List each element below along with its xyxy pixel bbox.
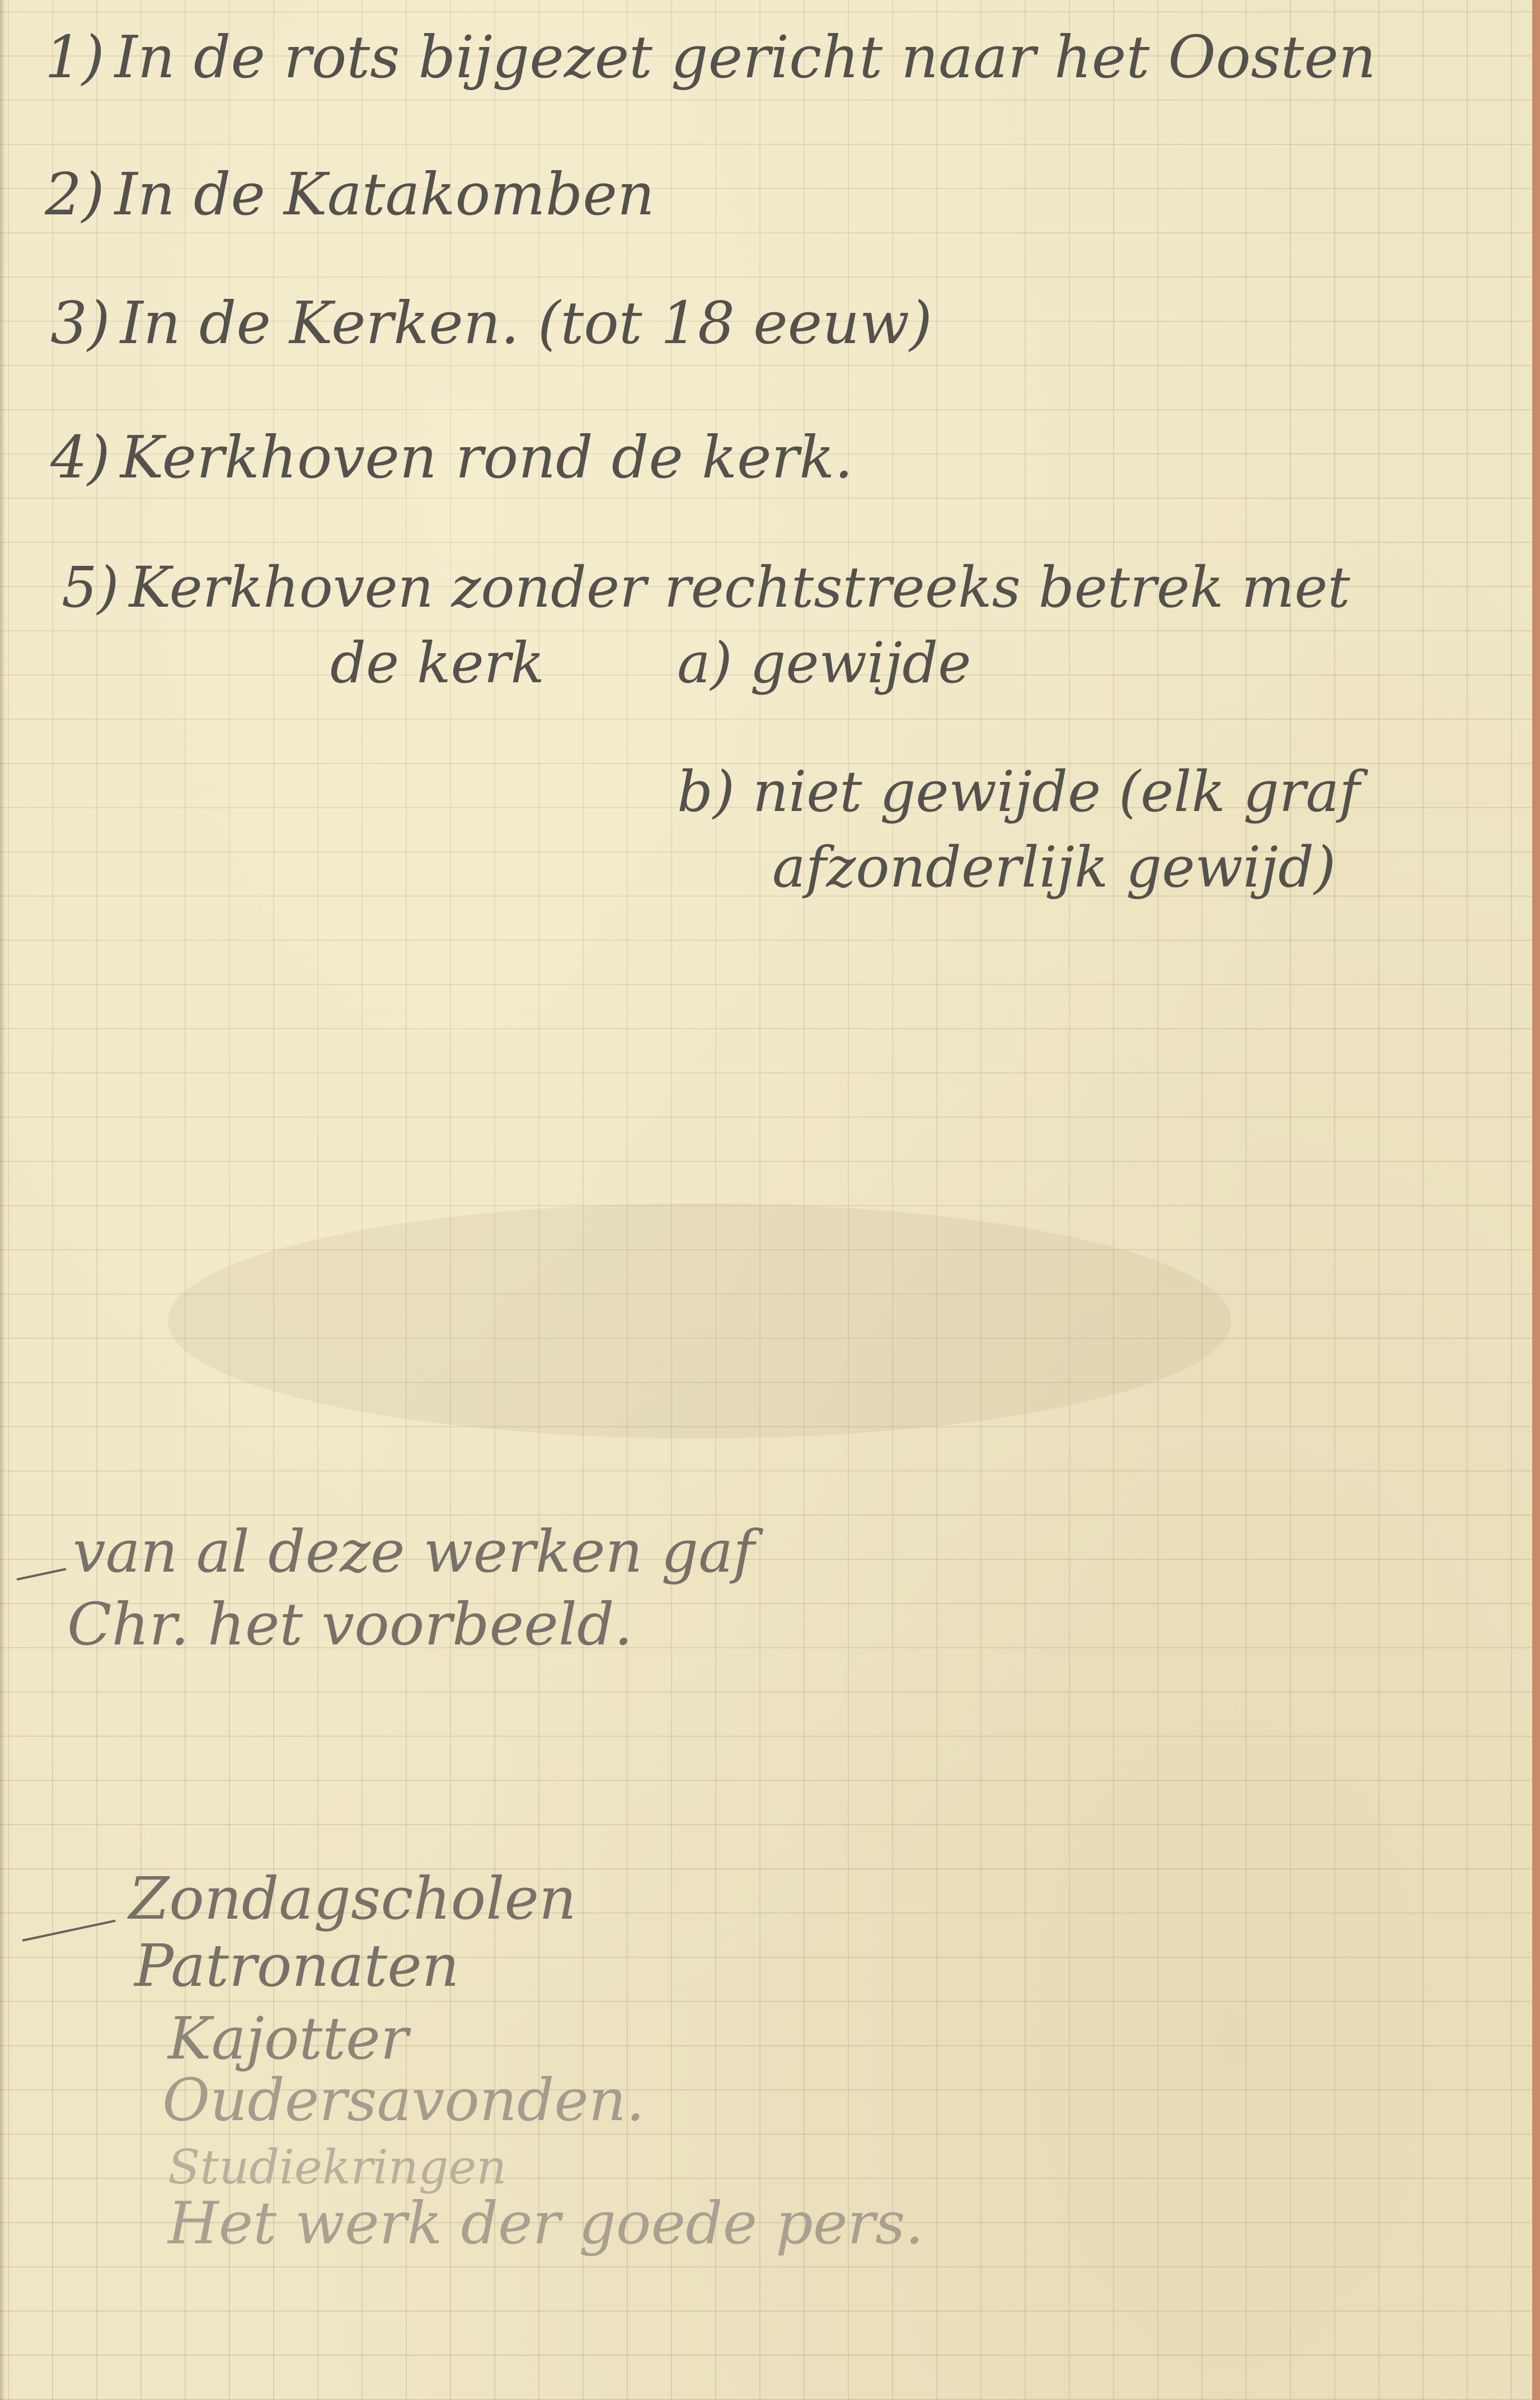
note-line-2: Chr. het voorbeeld.	[67, 1590, 633, 1658]
list-item-5-sub-b-continued: afzonderlijk gewijd)	[772, 835, 1336, 900]
list-item-5-continuation: de kerk	[330, 630, 545, 696]
works-item-5: Studiekringen	[168, 2140, 507, 2195]
list-item-4	[50, 423, 853, 491]
list-item-3	[50, 289, 932, 357]
note-dash	[17, 1568, 67, 1581]
list-item-1	[45, 23, 1376, 91]
list-item-number: 1)	[45, 23, 105, 91]
list-item-5-sub-a: a) gewijde	[677, 630, 971, 696]
works-item-4: Oudersavonden.	[162, 2066, 645, 2134]
works-item-3: Kajotter	[168, 2004, 409, 2073]
note-line-1: van al deze werken gaf	[73, 1517, 755, 1586]
list-item-number: 3)	[50, 289, 110, 357]
works-dash	[22, 1920, 116, 1942]
list-item-text: Kerkhoven rond de kerk.	[120, 423, 853, 491]
works-item-2: Patronaten	[134, 1932, 459, 2000]
list-item-2	[45, 160, 655, 228]
works-item-1: Zondagscholen	[129, 1864, 577, 1933]
list-item-5-sub-b: b) niet gewijde (elk graf	[677, 759, 1360, 824]
list-item-text: In de rots bijgezet gericht naar het Oosten	[114, 23, 1376, 91]
list-item-number: 5)	[62, 555, 119, 620]
page-binding-shadow	[0, 0, 6, 2400]
page-right-edge	[1532, 0, 1540, 2400]
works-item-6: Het werk der goede pers.	[168, 2189, 924, 2257]
paper-stain	[168, 1203, 1231, 1438]
list-item-text: Kerkhoven zonder rechtstreeks betrek met	[129, 555, 1350, 620]
list-item-text: In de Kerken. (tot 18 eeuw)	[120, 289, 932, 357]
list-item-number: 4)	[50, 423, 110, 491]
list-item-text: In de Katakomben	[114, 160, 655, 228]
list-item-number: 2)	[45, 160, 105, 228]
list-item-5	[62, 555, 1350, 620]
